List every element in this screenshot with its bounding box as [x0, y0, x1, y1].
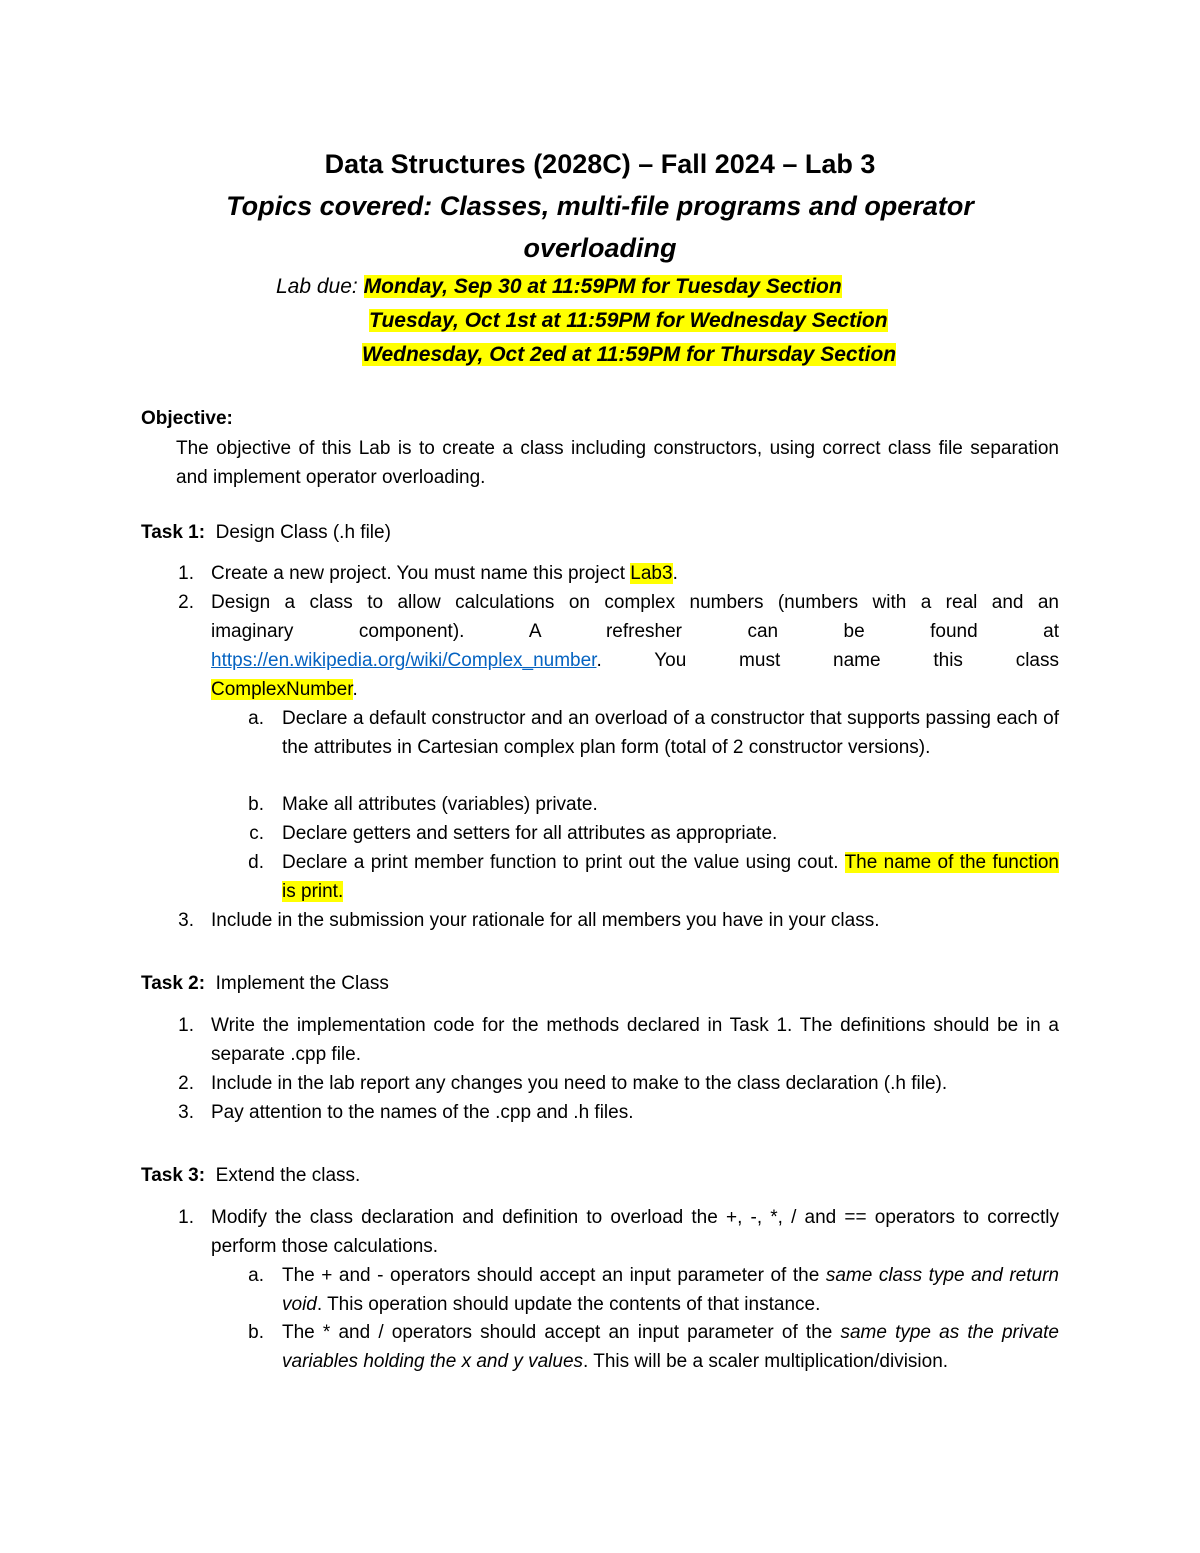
task2-item3-number: 3.	[178, 1102, 194, 1123]
complex-number-wiki-link[interactable]: https://en.wikipedia.org/wiki/Complex_number	[211, 650, 597, 671]
task1-item2-number: 2.	[178, 592, 194, 613]
document-title: Data Structures (2028C) – Fall 2024 – Lab 3	[324, 149, 876, 179]
task1-item2-line3	[211, 646, 1059, 675]
task1-item2-period: .	[352, 679, 358, 700]
task2-item3-text: Pay attention to the names of the .cpp and .h files.	[211, 1102, 634, 1123]
task3-sub-b-number: b.	[248, 1322, 264, 1343]
due-line-1	[276, 275, 842, 299]
task2-title: Implement the Class	[215, 973, 389, 994]
task3-sub-a-number: a.	[248, 1265, 264, 1286]
task2-label: Task 2:	[141, 973, 206, 994]
task1-sub-a-number: a.	[248, 708, 264, 729]
task3-sub-a-text	[282, 1261, 1059, 1319]
task1-item2-line4	[211, 675, 358, 704]
objective-text: The objective of this Lab is to create a class including constructors, using correct class file separation and implement operator overloading.	[176, 438, 1059, 488]
task3-sub-a-end: . This operation should update the contents of that instance.	[316, 1294, 821, 1315]
task1-sub-c-number: c.	[249, 823, 264, 844]
task1-item3-text: Include in the submission your rationale for all members you have in your class.	[211, 910, 880, 931]
task1-sub-d-plain: Declare a print member function to print out the value using cout.	[282, 852, 845, 873]
task1-sub-d-number: d.	[248, 852, 264, 873]
task3-sub-a-italic: same class type and return void	[282, 1265, 1059, 1315]
task1-label: Task 1:	[141, 522, 206, 543]
task1-sub-b-text: Make all attributes (variables) private.	[282, 794, 598, 815]
due-label: Lab due:	[276, 275, 364, 298]
task1-sub-b-number: b.	[248, 794, 264, 815]
due-date-wednesday-section: Tuesday, Oct 1st at 11:59PM for Wednesday Section	[369, 309, 888, 332]
task1-item2-line3-text: . You must name this class	[596, 650, 1059, 671]
due-date-thursday-section: Wednesday, Oct 2ed at 11:59PM for Thursday Section	[362, 343, 897, 366]
task1-sub-a-text: Declare a default constructor and an overload of a constructor that supports passing each of the attributes in Cartesian complex plan form (total of 2 constructor versions).	[282, 708, 1059, 758]
task1-item2-line2: imaginary component). A refresher can be found at	[211, 621, 1059, 642]
task1-item2-line1: Design a class to allow calculations on complex numbers (numbers with a real and an	[211, 592, 1059, 613]
task1-heading	[141, 522, 391, 544]
task1-title: Design Class (.h file)	[215, 522, 391, 543]
class-name-highlight: ComplexNumber	[211, 679, 353, 700]
task1-item1-text: Create a new project. You must name this project	[211, 563, 631, 584]
print-function-highlight: The name of the function is print.	[282, 852, 1059, 902]
task3-heading	[141, 1165, 360, 1187]
task3-sub-a-plain: The + and - operators should accept an input parameter of the	[282, 1265, 826, 1286]
task1-item1-period: .	[672, 563, 678, 584]
document-subtitle-line2: overloading	[523, 233, 677, 263]
task3-item1-number: 1.	[178, 1207, 194, 1228]
task2-item1-text: Write the implementation code for the methods declared in Task 1. The definitions should be in a separate .cpp file.	[211, 1015, 1059, 1065]
due-line-2	[369, 309, 888, 333]
task1-item3-number: 3.	[178, 910, 194, 931]
task3-sub-b-text	[282, 1318, 1059, 1376]
task3-label: Task 3:	[141, 1165, 206, 1186]
task3-sub-b-italic: same type as the private variables holding the x and y values	[282, 1322, 1059, 1372]
due-line-3	[362, 343, 896, 367]
document-subtitle-line1: Topics covered: Classes, multi-file programs and operator	[226, 191, 974, 221]
task2-item1-number: 1.	[178, 1015, 194, 1036]
task3-title: Extend the class.	[215, 1165, 361, 1186]
task3-sub-b-end: . This will be a scaler multiplication/division.	[583, 1351, 949, 1372]
task1-item1	[211, 559, 678, 588]
task1-sub-d-text	[282, 848, 1059, 906]
task3-sub-b-plain: The * and / operators should accept an input parameter of the	[282, 1322, 841, 1343]
due-date-tuesday-section: Monday, Sep 30 at 11:59PM for Tuesday Section	[363, 275, 842, 298]
task1-sub-c-text: Declare getters and setters for all attributes as appropriate.	[282, 823, 778, 844]
project-name-highlight: Lab3	[630, 563, 673, 584]
task2-item2-text: Include in the lab report any changes you need to make to the class declaration (.h file).	[211, 1073, 948, 1094]
task1-item1-number: 1.	[178, 563, 194, 584]
task2-heading	[141, 973, 389, 995]
objective-heading: Objective:	[141, 408, 233, 429]
task3-item1-text: Modify the class declaration and definition to overload the +, -, *, / and == operators to correctly perform those calculations.	[211, 1207, 1059, 1257]
task2-item2-number: 2.	[178, 1073, 194, 1094]
